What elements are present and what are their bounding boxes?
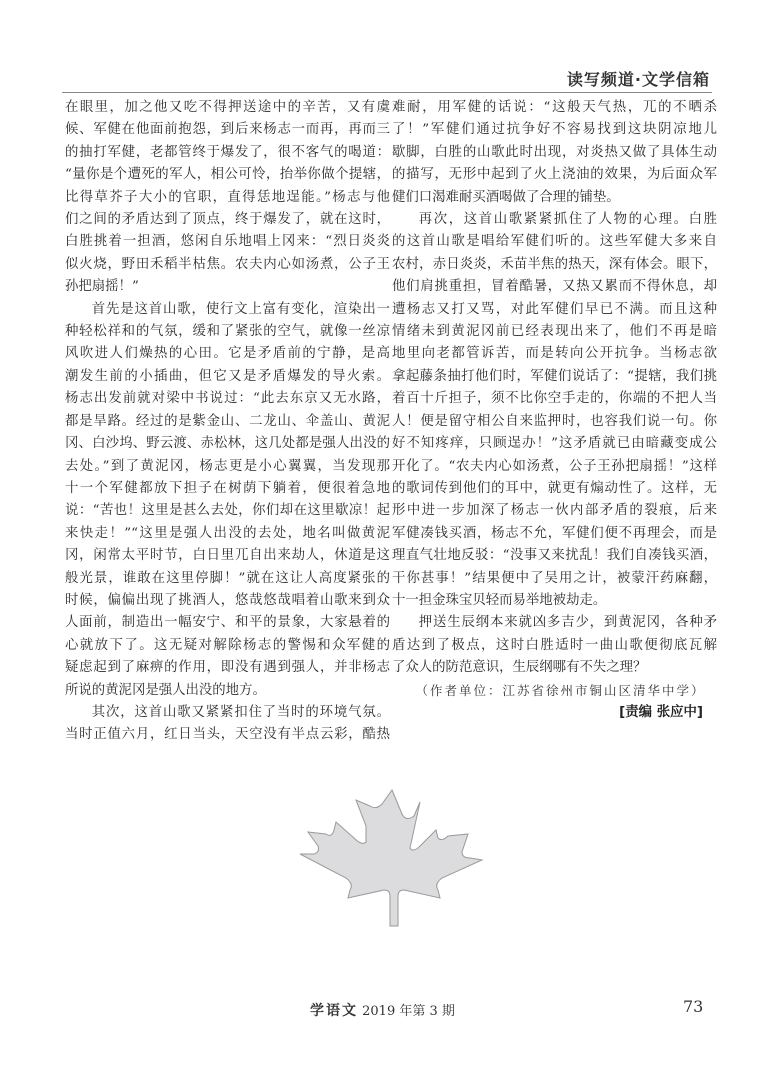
text-line: 健们口渴难耐买酒喝做了合理的铺垫。: [392, 189, 620, 205]
text-line: 农村，赤日炎炎，禾苗半焦的热天，深有体会。眼下，: [392, 256, 717, 272]
text-line: 盾达到了极点，这时白胜适时一曲山歌便彻底瓦解: [392, 637, 717, 653]
text-line: 人！便是留守相公自来监押时，也容我们说一句。你: [392, 413, 717, 429]
text-line: 理直气壮地反驳：“没事又来扰乱！我们自凑钱买酒，: [392, 548, 717, 564]
text-line: 时候，偏偏出现了挑酒人，悠哉悠哉唱着山歌来到众: [65, 592, 390, 608]
text-line: 们之间的矛盾达到了顶点，终于爆发了，就在这时，: [65, 212, 390, 228]
header-divider: [62, 92, 712, 93]
text-line: 干你甚事！”结果便中了吴用之计，被蒙汗药麻翻，: [392, 570, 717, 586]
journal-footer: [310, 1000, 455, 1020]
paragraph-continued-right: [392, 97, 717, 209]
text-line: 当时正值六月，红日当头，天空没有半点云彩，酷热: [65, 727, 390, 743]
text-line: 杨志出发前就对梁中书说过：“此去东京又无水路，: [65, 391, 390, 407]
text-line: 形中进一步加深了杨志一伙内部矛盾的裂痕，后来: [392, 503, 717, 519]
section-title: 读写频道·文学信箱: [566, 70, 710, 89]
text-line: 说：“苦也！这里是甚么去处，你们却在这里歇凉！起: [65, 503, 390, 519]
text-line: 候、军健在他面前抱怨，到后来杨志一而再，再而三: [65, 122, 390, 138]
text-line: 潮发生前的小插曲，但它又是矛盾爆发的导火索。: [65, 368, 390, 384]
text-line: 歇脚，白胜的山歌此时出现，对炎热又做了具体生动: [392, 144, 717, 160]
text-line: 开化了。“农夫内心如汤煮，公子王孙把扇摇！”这样: [392, 458, 717, 474]
text-line: 的抽打军健，老都管终于爆发了，很不客气的喝道：: [65, 144, 390, 160]
text-line: 押送生辰纲本来就凶多吉少，到黄泥冈，各种矛: [418, 615, 717, 631]
text-line: 拿起藤条抽打他们时，军健们说话了：“提辖，我们挑: [392, 368, 717, 384]
text-line: 好不知疼痒，只顾逞办！”这矛盾就已由暗藏变成公: [392, 436, 717, 452]
text-line: 遭杨志又打又骂，对此军健们早已不满。而且这种: [392, 301, 717, 317]
text-line: 疑虑起到了麻痹的作用，即没有遇到强人，并非杨志: [65, 660, 390, 676]
text-line: 孙把扇摇！”: [65, 279, 139, 295]
text-line: 十一担金珠宝贝轻而易举地被劫走。: [392, 592, 607, 608]
text-line: 去处。”到了黄泥冈，杨志更是小心翼翼，当发现那: [65, 458, 390, 474]
text-line: 来快走！”“这里是强人出没的去处，地名叫做黄泥: [65, 525, 390, 541]
text-line: 了众人的防范意识，生辰纲哪有不失之理？: [392, 660, 647, 676]
paragraph-conclusion: [392, 612, 717, 679]
right-column: [392, 97, 717, 724]
paragraph-first-point: [65, 299, 390, 702]
text-line: 首先是这首山歌，使行文上富有变化，渲染出一: [91, 301, 390, 317]
text-line: “量你是个遭死的军人，相公可怜，抬举你做个提辖，: [65, 167, 390, 183]
text-line: 心就放下了。这无疑对解除杨志的警惕和众军健的: [65, 637, 390, 653]
text-line: 风吹进人们燥热的心田。它是矛盾前的宁静，是高: [65, 346, 390, 362]
editor-credit: [责编 张应中]: [619, 704, 703, 720]
text-line: 白胜挑着一担酒，悠闲自乐地唱上冈来：“烈日炎炎: [65, 234, 390, 250]
text-line: 了！”军健们通过抗争好不容易找到这块阴凉地儿: [392, 122, 717, 138]
text-line: 他们肩挑重担，冒着酷暑，又热又累而不得休息，却: [392, 279, 717, 295]
paragraph-third-point: [392, 209, 717, 612]
paragraph-second-point: [65, 702, 390, 747]
text-line: 在眼里，加之他又吃不得押送途中的辛苦，又有虞: [65, 100, 390, 115]
left-column: [65, 97, 390, 747]
text-line: 种轻松祥和的气氛，缓和了紧张的空气，就像一丝凉: [65, 324, 390, 340]
journal-name: 学语文: [310, 1003, 358, 1019]
text-line: 的这首山歌是唱给军健们听的。这些军健大多来自: [392, 234, 717, 250]
text-line: 所说的黄泥冈是强人出没的地方。: [65, 682, 266, 698]
maple-leaf-shape: [300, 790, 482, 926]
text-line: 地里向老都管诉苦，而是转向公开抗争。当杨志欲: [392, 346, 717, 362]
page-number: 73: [683, 997, 704, 1016]
text-line: 再次，这首山歌紧紧抓住了人物的心理。白胜: [418, 212, 717, 228]
text-line: 着百十斤担子，须不比你空手走的，你端的不把人当: [392, 391, 717, 407]
text-line: 其次，这首山歌又紧紧扣住了当时的环境气氛。: [91, 704, 390, 720]
text-line: 都是旱路。经过的是紫金山、二龙山、伞盖山、黄泥: [65, 413, 390, 429]
paragraph-continued: [65, 97, 390, 299]
text-line: 似火烧，野田禾稻半枯焦。农夫内心如汤煮，公子王: [65, 256, 390, 272]
journal-issue: 2019 年第 3 期: [362, 1004, 455, 1019]
text-line: 十一个军健都放下担子在树荫下躺着，便很着急地: [65, 480, 390, 496]
text-line: 的歌词传到他们的耳中，就更有煽动性了。这样，无: [392, 480, 717, 496]
text-line: 冈、白沙坞、野云渡、赤松林，这几处都是强人出没的: [65, 436, 390, 452]
maple-leaf-icon: [296, 786, 488, 928]
text-line: 情绪未到黄泥冈前已经表现出来了，他们不再是暗: [392, 324, 717, 340]
text-line: 人面前，制造出一幅安宁、和平的景象，大家悬着的: [65, 615, 390, 631]
text-line: 军健凑钱买酒，杨志不允，军健们便不再理会，而是: [392, 525, 717, 541]
author-affiliation: （作者单位：江苏省徐州市铜山区清华中学）: [415, 682, 706, 698]
text-line: 比得草芥子大小的官职，直得恁地逞能。”杨志与他: [65, 189, 390, 205]
text-line: 般光景，谁敢在这里停脚！”就在这让人高度紧张的: [65, 570, 390, 586]
text-line: 难耐，用军健的话说：“这般天气热，兀的不晒杀: [392, 100, 717, 115]
text-line: 冈，闲常太平时节，白日里兀自出来劫人，休道是这: [65, 548, 390, 564]
text-line: 的描写，无形中起到了火上浇油的效果，为后面众军: [392, 167, 717, 183]
